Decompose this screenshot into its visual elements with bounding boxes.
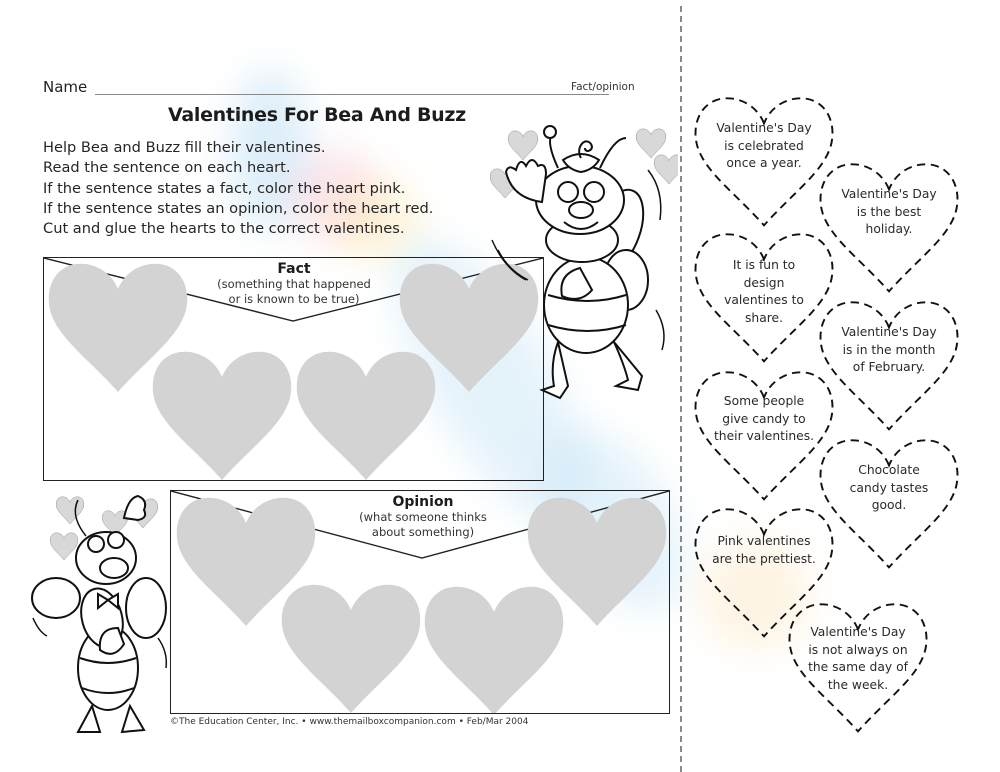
heart-statement: Valentine's Day is not always on the same day of the week. (808, 625, 908, 692)
cutout-heart[interactable] (817, 434, 961, 570)
fact-envelope (43, 257, 544, 481)
instruction-line: If the sentence states an opinion, color the heart red. (43, 199, 434, 217)
opinion-subtitle: (what someone thinks (359, 510, 487, 524)
heart-statement: Valentine's Day is in the month of February. (841, 325, 937, 374)
instruction-line: Read the sentence on each heart. (43, 159, 291, 177)
heart-statement: Valentine's Day is celebrated once a year. (716, 121, 812, 170)
opinion-subtitle: about something) (371, 525, 475, 539)
copyright-footer: ©The Education Center, Inc. • www.themailboxcompanion.com • Feb/Mar 2004 (170, 717, 529, 727)
heart-statement: It is fun to design valentines to share. (724, 258, 804, 325)
empty-heart (282, 585, 421, 713)
cutout-heart[interactable] (692, 228, 836, 364)
heart-statement: Valentine's Day is the best holiday. (841, 187, 937, 236)
empty-heart (153, 352, 292, 480)
heart-statement: Some people give candy to their valentines. (713, 394, 815, 443)
fact-subtitle: or is known to be true) (228, 292, 360, 306)
fact-header (194, 261, 394, 307)
heart-statement: Pink valentines are the prettiest. (712, 534, 816, 566)
instruction-line: Help Bea and Buzz fill their valentines. (43, 139, 326, 156)
cut-line-divider (680, 6, 682, 772)
name-row (43, 76, 643, 98)
name-field[interactable] (95, 94, 609, 95)
cutout-heart[interactable] (692, 366, 836, 502)
topic-tag: Fact/opinion (571, 81, 635, 93)
opinion-title: Opinion (392, 494, 454, 510)
instructions (43, 138, 433, 239)
cutout-heart[interactable] (817, 158, 961, 294)
cutout-heart[interactable] (817, 296, 961, 432)
empty-heart (425, 587, 564, 713)
worksheet-title: Valentines For Bea And Buzz (168, 104, 466, 126)
instruction-line: Cut and glue the hearts to the correct valentines. (43, 220, 405, 238)
bee-illustration-buzz (28, 488, 173, 738)
fact-title: Fact (277, 261, 311, 277)
heart-statement: Chocolate candy tastes good. (849, 463, 929, 512)
opinion-header (323, 494, 523, 540)
cutout-heart[interactable] (692, 92, 836, 228)
name-label: Name (43, 78, 88, 96)
fact-subtitle: (something that happened (217, 277, 371, 291)
cutout-heart[interactable] (786, 598, 930, 734)
bee-illustration-bea (478, 110, 678, 400)
instruction-line: If the sentence states a fact, color the heart pink. (43, 179, 406, 197)
opinion-envelope (170, 490, 670, 714)
empty-heart (297, 352, 436, 480)
